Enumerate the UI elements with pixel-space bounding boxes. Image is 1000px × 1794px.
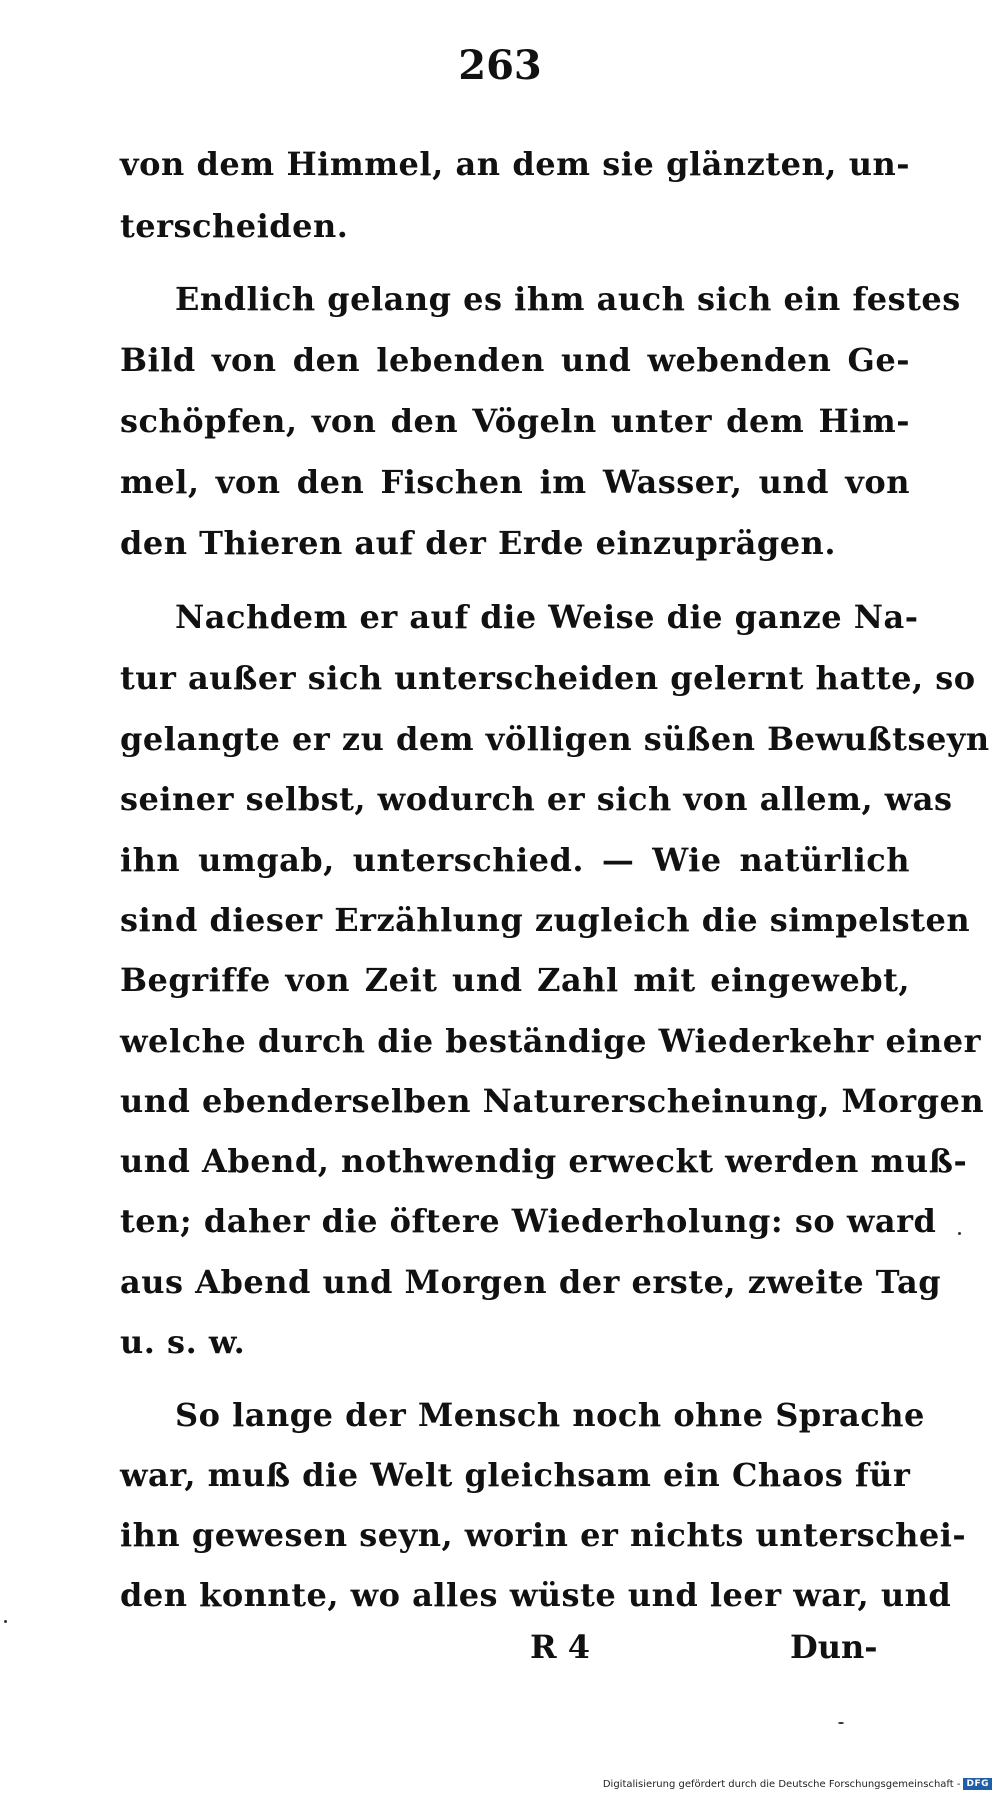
text-line: und Abend, nothwendig erweckt werden muß- bbox=[120, 1142, 968, 1180]
dfg-logo: DFG bbox=[963, 1778, 992, 1790]
text-line: von dem Himmel, an dem sie glänzten, un- bbox=[120, 145, 910, 183]
text-line: tur außer sich unterscheiden gelernt hatte, so bbox=[120, 659, 976, 697]
digitization-credit bbox=[603, 1778, 992, 1790]
scan-speck bbox=[4, 1620, 7, 1623]
text-line: Nachdem er auf die Weise die ganze Na- bbox=[175, 598, 919, 636]
text-line: gelangte er zu dem völligen süßen Bewußtseyn bbox=[120, 720, 990, 758]
text-line: ihn gewesen seyn, worin er nichts unterschei- bbox=[120, 1516, 967, 1554]
text-line: So lange der Mensch noch ohne Sprache bbox=[175, 1396, 925, 1434]
text-line: ihn umgab, unterschied. — Wie natürlich bbox=[120, 841, 910, 879]
text-line: mel, von den Fischen im Wasser, und von bbox=[120, 463, 910, 501]
signature-mark: R 4 bbox=[530, 1628, 590, 1666]
page-number: 263 bbox=[458, 42, 542, 89]
text-line: ten; daher die öftere Wiederholung: so ward bbox=[120, 1202, 937, 1240]
text-line: Begriffe von Zeit und Zahl mit eingewebt, bbox=[120, 961, 910, 999]
text-line: den konnte, wo alles wüste und leer war, und bbox=[120, 1576, 952, 1614]
text-line: u. s. w. bbox=[120, 1323, 246, 1361]
scan-speck bbox=[958, 1232, 961, 1235]
catchword: Dun- bbox=[790, 1628, 878, 1666]
scan-speck bbox=[838, 1722, 844, 1724]
text-line: war, muß die Welt gleichsam ein Chaos für bbox=[120, 1456, 911, 1494]
text-line: seiner selbst, wodurch er sich von allem, was bbox=[120, 780, 953, 818]
text-line: aus Abend und Morgen der erste, zweite Tag bbox=[120, 1263, 942, 1301]
text-line: Endlich gelang es ihm auch sich ein festes bbox=[175, 280, 961, 318]
text-line: welche durch die beständige Wiederkehr einer bbox=[120, 1022, 981, 1060]
text-line: schöpfen, von den Vögeln unter dem Him- bbox=[120, 402, 910, 440]
text-line: Bild von den lebenden und webenden Ge- bbox=[120, 341, 910, 379]
text-line: terscheiden. bbox=[120, 207, 349, 245]
text-line: sind dieser Erzählung zugleich die simpelsten bbox=[120, 901, 971, 939]
text-line: und ebenderselben Naturerscheinung, Morgen bbox=[120, 1082, 985, 1120]
text-line: den Thieren auf der Erde einzuprägen. bbox=[120, 524, 836, 562]
credit-text: Digitalisierung gefördert durch die Deutsche Forschungsgemeinschaft - bbox=[602, 1778, 961, 1790]
